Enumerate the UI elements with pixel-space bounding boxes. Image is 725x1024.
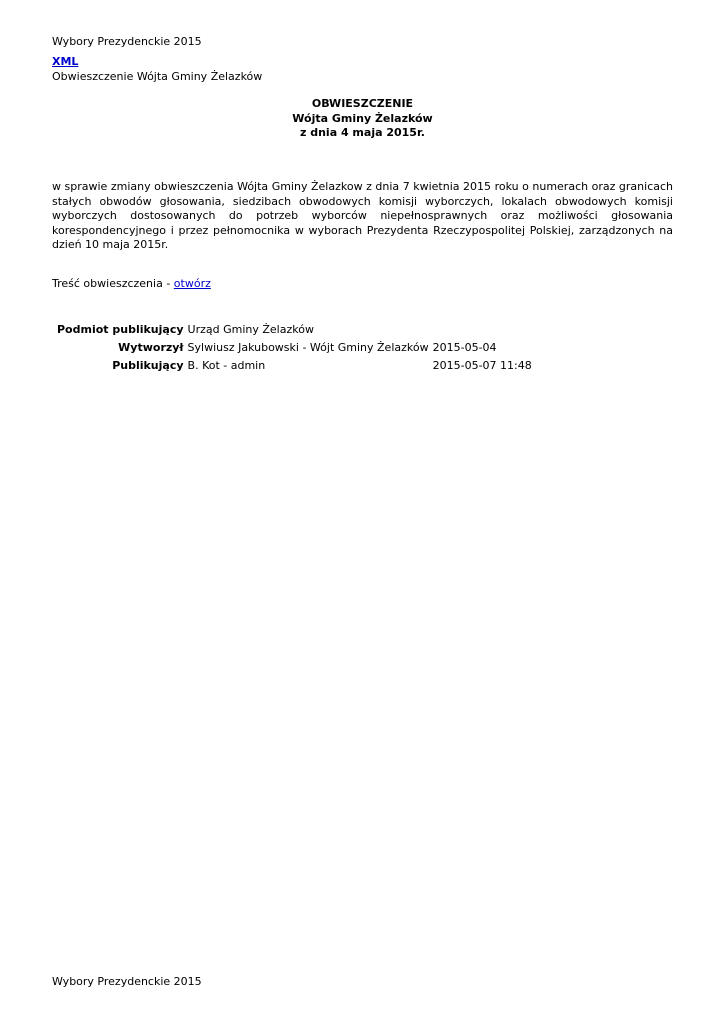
table-row <box>55 340 534 358</box>
metadata-date: 2015-05-07 11:48 <box>432 359 532 372</box>
metadata-date: 2015-05-04 <box>432 341 497 354</box>
notice-body: w sprawie zmiany obwieszczenia Wójta Gminy Żelazkow z dnia 7 kwietnia 2015 roku o numerach oraz granicach stałych obwodów głosowania, siedzibach obwodowych komisji wyborczych, lokalach obwodowych komisji wyborczych dostosowanych do potrzeb wyborców niepełnosprawnych oraz możliwości głosowania korespondencyjnego i przez pełnomocnika w wyborach Prezydenta Rzeczypospolitej Polskiej, zarządzonych na dzień 10 maja 2015r. <box>52 180 673 251</box>
metadata-label: Podmiot publikujący <box>57 323 184 336</box>
metadata-value: Sylwiusz Jakubowski - Wójt Gminy Żelazków <box>187 341 429 354</box>
notice-title-block <box>0 97 725 141</box>
notice-date: z dnia 4 maja 2015r. <box>299 126 425 139</box>
table-row <box>55 322 534 340</box>
content-label: Treść obwieszczenia - <box>52 277 174 290</box>
metadata-value: Urząd Gminy Żelazków <box>187 323 314 336</box>
metadata-table <box>55 322 534 376</box>
notice-authority: Wójta Gminy Żelazków <box>292 111 433 125</box>
notice-heading: OBWIESZCZENIE <box>311 97 414 110</box>
table-row <box>55 358 534 376</box>
metadata-label: Publikujący <box>112 359 184 372</box>
page-footer-title: Wybory Prezydenckie 2015 <box>52 975 202 988</box>
metadata-date <box>431 322 534 340</box>
open-content-link[interactable]: otwórz <box>173 277 211 290</box>
metadata-value: B. Kot - admin <box>187 359 266 372</box>
xml-link[interactable]: XML <box>52 55 79 68</box>
metadata-label: Wytworzył <box>118 341 184 354</box>
document-subtitle: Obwieszczenie Wójta Gminy Żelazków <box>52 70 263 83</box>
content-line <box>52 277 211 291</box>
page-header-title: Wybory Prezydenckie 2015 <box>52 35 202 48</box>
